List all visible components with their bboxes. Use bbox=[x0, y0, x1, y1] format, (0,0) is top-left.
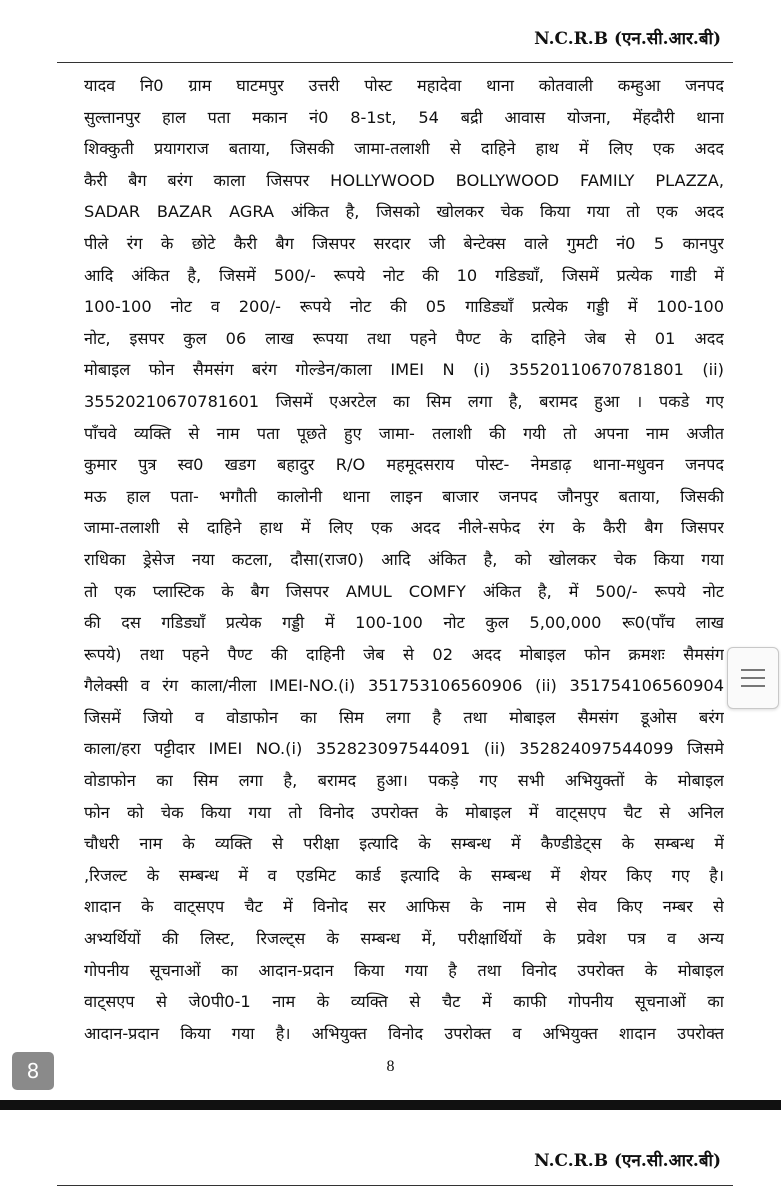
text-line: की दस गडिड्याँ प्रत्येक गड्डी में 100-100 नोट कुल 5,00,000 रू0(पाँच लाख bbox=[84, 613, 724, 633]
text-line: कुमार पुत्र स्व0 खडग बहादुर R/O महमूदसराय पोस्ट- नेमडाढ़ थाना-मधुवन जनपद bbox=[84, 455, 724, 475]
text-line: रूपये) तथा पहने पैण्ट की दाहिनी जेब से 02 अदद मोबाइल फोन क्रमशः सैमसंग bbox=[84, 644, 724, 664]
text-line: वाट्सएप से जे0पी0-1 नाम के व्यक्ति से चैट में काफी गोपनीय सूचनाओं का bbox=[84, 992, 724, 1012]
text-line: 100-100 नोट व 200/- रूपये नोट की 05 गाडिड्याँ प्रत्येक गड्डी में 100-100 bbox=[84, 297, 724, 317]
text-line: चौधरी नाम के व्यक्ति से परीक्षा इत्यादि के सम्बन्ध में कैण्डीडेट्स के सम्बन्ध में bbox=[84, 834, 724, 854]
text-line: शिक्कुती प्रयागराज बताया, जिसकी जामा-तलाशी से दाहिने हाथ में लिए एक अदद bbox=[84, 139, 724, 159]
next-page-header-divider bbox=[57, 1185, 733, 1186]
text-line: मऊ हाल पता- भगौती कालोनी थाना लाइन बाजार जनपद जौनपुर बताया, जिसकी bbox=[84, 486, 724, 506]
text-line: शादान के वाट्सएप चैट में विनोद सर आफिस के नाम से सेव किए नम्बर से bbox=[84, 897, 724, 917]
text-line: 35520210670781601 जिसमें एअरटेल का सिम लगा है, बरामद हुआ । पकडे गए bbox=[84, 391, 724, 411]
text-line: वोडाफोन का सिम लगा है, बरामद हुआ। पकड़े गए सभी अभियुक्तों के मोबाइल bbox=[84, 771, 724, 791]
text-line: राधिका ड्रेसेज नया कटला, दौसा(राज0) आदि अंकित है, को खोलकर चेक किया गया bbox=[84, 549, 724, 569]
text-line: SADAR BAZAR AGRA अंकित है, जिसको खोलकर चेक किया गया तो एक अदद bbox=[84, 202, 724, 222]
text-line: ,रिजल्ट के सम्बन्ध में व एडमिट कार्ड इत्यादि के सम्बन्ध में शेयर किए गए है। bbox=[84, 865, 724, 885]
next-page-header-title: N.C.R.B (एन.सी.आर.बी) bbox=[534, 1151, 721, 1171]
text-line: आदान-प्रदान किया गया है। अभियुक्त विनोद उपरोक्त व अभियुक्त शादान उपरोक्त bbox=[84, 1023, 724, 1043]
text-line: तो एक प्लास्टिक के बैग जिसपर AMUL COMFY अंकित है, में 500/- रूपये नोट bbox=[84, 581, 724, 601]
text-line: जामा-तलाशी से दाहिने हाथ में लिए एक अदद नीले-सफेद रंग के कैरी बैग जिसपर bbox=[84, 518, 724, 538]
text-line: आदि अंकित है, जिसमें 500/- रूपये नोट की 10 गडिड्याँ, जिसमें प्रत्येक गाडी में bbox=[84, 265, 724, 285]
text-line: मोबाइल फोन सैमसंग बरंग गोल्डेन/काला IMEI N (i) 35520110670781801 (ii) bbox=[84, 360, 724, 380]
header-divider bbox=[57, 62, 733, 63]
text-line: पाँचवे व्यक्ति से नाम पता पूछते हुए जामा- तलाशी की गयी तो अपना नाम अजीत bbox=[84, 423, 724, 443]
text-line: फोन को चेक किया गया तो विनोद उपरोक्त के मोबाइल में वाट्सएप चैट से अनिल bbox=[84, 802, 724, 822]
text-line: अभ्यर्थियों की लिस्ट, रिजल्ट्स के सम्बन्ध में, परीक्षार्थियों के प्रवेश पत्र व अन्य bbox=[84, 929, 724, 949]
page-header-title: N.C.R.B (एन.सी.आर.बी) bbox=[534, 29, 721, 49]
text-line: गोपनीय सूचनाओं का आदान-प्रदान किया गया है तथा विनोद उपरोक्त के मोबाइल bbox=[84, 960, 724, 980]
text-line: सुल्तानपुर हाल पता मकान नं0 8-1st, 54 बद्री आवास योजना, मेंहदौरी थाना bbox=[84, 107, 724, 127]
text-line: पीले रंग के छोटे कैरी बैग जिसपर सरदार जी बेन्टेक्स वाले गुमटी नं0 5 कानपुर bbox=[84, 233, 724, 253]
page-number: 8 bbox=[386, 1058, 395, 1075]
text-line: काला/हरा पट्टीदार IMEI NO.(i) 352823097544091 (ii) 352824097544099 जिसमे bbox=[84, 739, 724, 759]
text-line: यादव नि0 ग्राम घाटमपुर उत्तरी पोस्ट महादेवा थाना कोतवाली कम्हुआ जनपद bbox=[84, 76, 724, 95]
text-line: जिसमें जियो व वोडाफोन का सिम लगा है तथा मोबाइल सैमसंग डूओस बरंग bbox=[84, 707, 724, 727]
page-separator bbox=[0, 1100, 781, 1110]
text-line: कैरी बैग बरंग काला जिसपर HOLLYWOOD BOLLYWOOD FAMILY PLAZZA, bbox=[84, 170, 724, 190]
document-body bbox=[84, 70, 724, 1049]
text-line: गैलेक्सी व रंग काला/नीला IMEI-NO.(i) 351753106560906 (ii) 351754106560904 bbox=[84, 676, 724, 696]
hamburger-menu-icon bbox=[740, 667, 766, 689]
text-line: नोट, इसपर कुल 06 लाख रूपया तथा पहने पैण्ट के दाहिने जेब से 01 अदद bbox=[84, 328, 724, 348]
menu-button[interactable] bbox=[727, 647, 779, 709]
page-indicator-badge[interactable]: 8 bbox=[12, 1052, 54, 1090]
